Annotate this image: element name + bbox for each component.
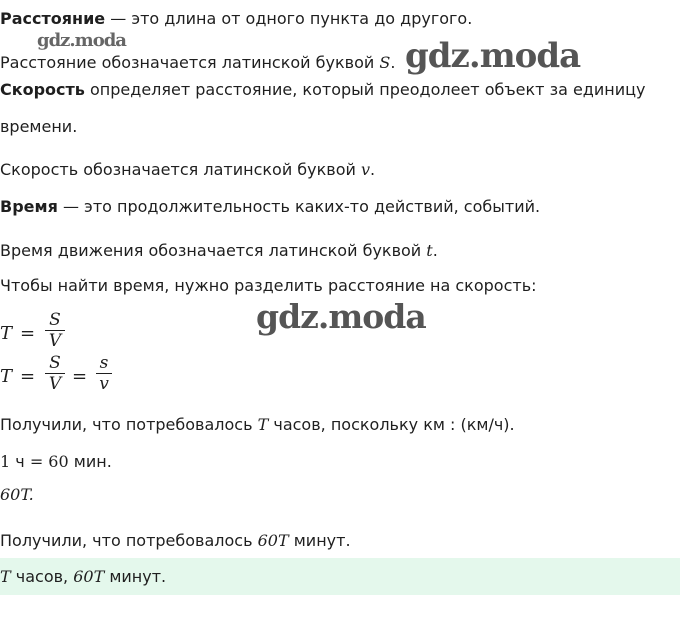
- speed-symbol-line: [0, 159, 375, 181]
- result-hours-variable: T: [257, 415, 269, 434]
- minutes-expression-value: 60T.: [0, 485, 34, 504]
- formula1-equals: =: [20, 323, 36, 344]
- formula2-numerator-1: S: [49, 353, 61, 373]
- conversion-unit-1: ч: [10, 452, 30, 471]
- formula2-numerator-2: s: [99, 353, 109, 373]
- speed-variable: v: [361, 160, 371, 179]
- speed-definition-continuation: [0, 116, 77, 138]
- time-symbol-text: Время движения обозначается латинской буквой: [0, 241, 427, 260]
- distance-symbol-line: [0, 52, 395, 74]
- formula1-numerator: S: [49, 310, 61, 330]
- distance-symbol-tail: .: [390, 53, 396, 72]
- watermark-small: gdz.moda: [37, 30, 126, 51]
- speed-definition-text: определяет расстояние, который преодолеет объект за единицу: [84, 80, 646, 99]
- term-distance: Расстояние: [0, 9, 106, 28]
- time-symbol-tail: .: [432, 241, 438, 260]
- formula2-lhs: T: [0, 366, 13, 387]
- minutes-expression: [0, 484, 34, 506]
- term-speed: Скорость: [0, 80, 85, 99]
- time-formula-intro-text: Чтобы найти время, нужно разделить расстояние на скорость:: [0, 276, 537, 295]
- result-minutes-pre: Получили, что потребовалось: [0, 531, 258, 550]
- speed-definition-cont: времени.: [0, 117, 78, 136]
- time-definition: [0, 196, 540, 218]
- formula1-denominator: V: [48, 331, 62, 351]
- time-definition-text: — это продолжительность каких-то действий, событий.: [57, 197, 541, 216]
- formula2-equals-2: =: [72, 366, 88, 387]
- result-hours-line: [0, 414, 515, 436]
- hour-minute-conversion: [0, 451, 112, 473]
- distance-definition: [0, 8, 472, 30]
- formula2-fraction-2: [96, 353, 112, 394]
- answer-line: [0, 566, 166, 588]
- formula2-denominator-1: V: [48, 374, 62, 394]
- formula2-denominator-2: v: [99, 374, 109, 394]
- result-minutes-variable: 60T: [257, 531, 289, 550]
- time-symbol-line: [0, 240, 438, 262]
- distance-definition-text: — это длина от одного пункта до другого.: [105, 9, 473, 28]
- time-formula-intro: [0, 275, 537, 297]
- result-minutes-post: минут.: [288, 531, 351, 550]
- speed-definition: [0, 79, 645, 101]
- conversion-unit-2: мин.: [68, 452, 112, 471]
- speed-symbol-tail: .: [370, 160, 376, 179]
- distance-variable: S: [379, 53, 391, 72]
- answer-variable-2: 60T: [73, 567, 105, 586]
- formula1-lhs: T: [0, 323, 13, 344]
- conversion-num-1: 1: [0, 452, 11, 471]
- watermark-middle: gdz.moda: [256, 297, 426, 336]
- term-time: Время: [0, 197, 58, 216]
- formula2-fraction-1: [45, 353, 65, 394]
- speed-symbol-text: Скорость обозначается латинской буквой: [0, 160, 361, 179]
- result-minutes-line: [0, 530, 351, 552]
- formula1-fraction: [45, 310, 65, 351]
- result-hours-post: часов, поскольку км : (км/ч).: [268, 415, 515, 434]
- formula2-equals-1: =: [20, 366, 36, 387]
- answer-variable-1: T: [0, 567, 11, 586]
- result-hours-pre: Получили, что потребовалось: [0, 415, 258, 434]
- answer-text-1: часов,: [10, 567, 74, 586]
- time-variable: t: [426, 241, 433, 260]
- conversion-num-2: 60: [43, 452, 69, 471]
- watermark-large: gdz.moda: [405, 36, 581, 76]
- answer-text-2: минут.: [104, 567, 167, 586]
- distance-symbol-text: Расстояние обозначается латинской буквой: [0, 53, 380, 72]
- conversion-equals: =: [29, 452, 44, 471]
